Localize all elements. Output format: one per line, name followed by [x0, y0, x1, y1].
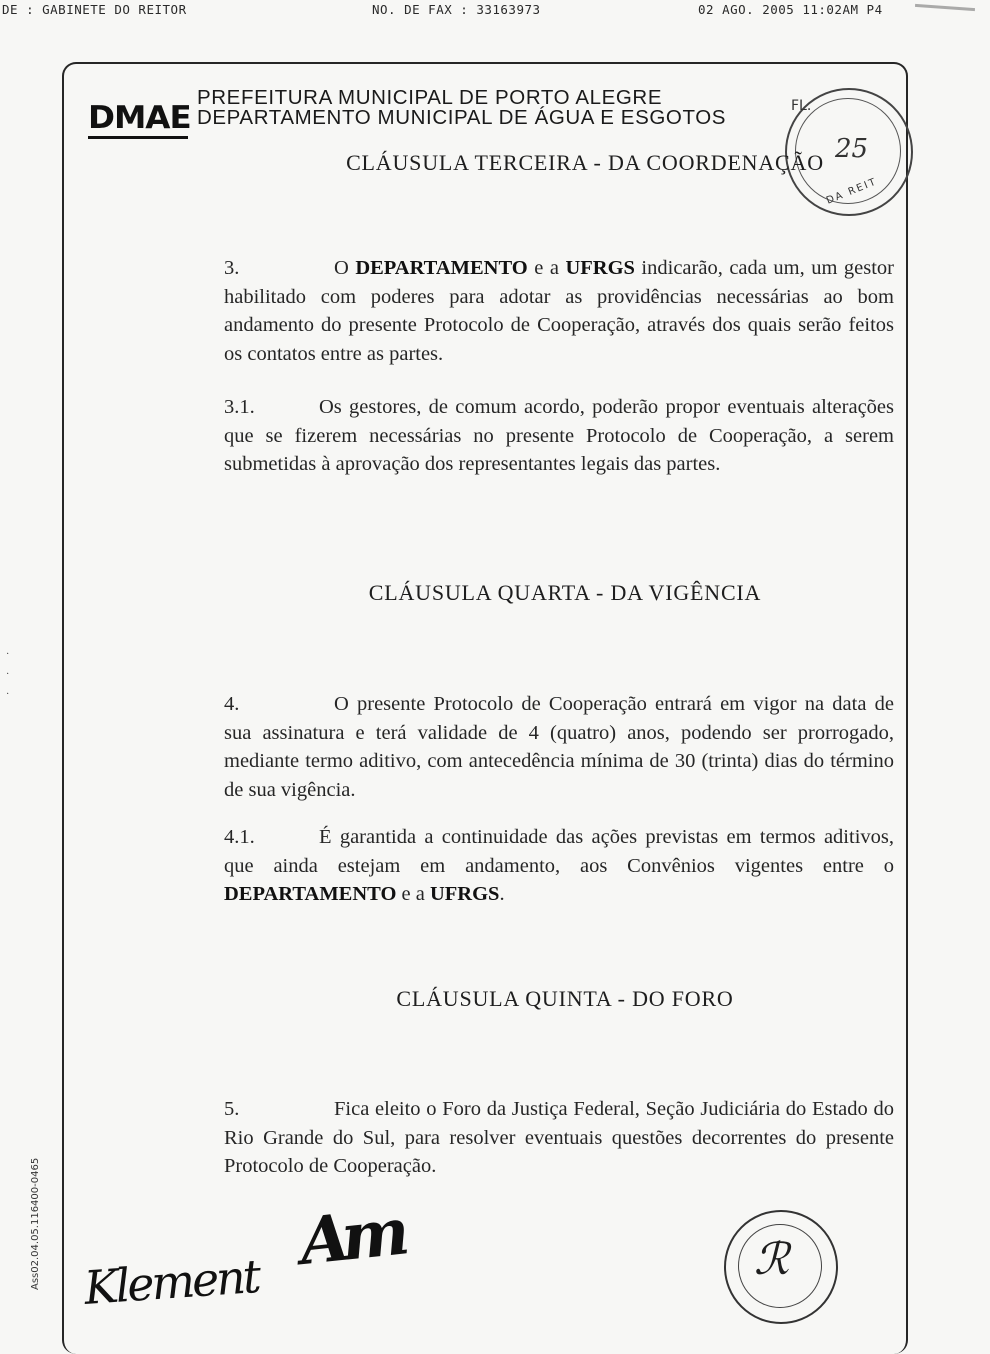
clause-5-heading: CLÁUSULA QUINTA - DO FORO [396, 986, 734, 1011]
seal-fl-label: FL. [791, 98, 812, 114]
paragraph-number: 5. [224, 1098, 240, 1120]
paragraph-number: 4. [224, 693, 240, 715]
paragraph-text: e a [527, 257, 566, 279]
paragraph-text: . [499, 883, 505, 905]
paragraph-text: O [334, 257, 356, 279]
letterhead-org [197, 88, 757, 128]
paragraph-3 [224, 254, 894, 368]
signature-middle: Am [296, 1194, 406, 1281]
fax-date-time: 02 AGO. 2005 11:02AM P4 [698, 2, 883, 17]
signature-left: Klement [82, 1248, 260, 1316]
paragraph-5 [224, 1095, 894, 1181]
clause-4-heading: CLÁUSULA QUARTA - DA VIGÊNCIA [368, 580, 762, 605]
fax-sender: DE : GABINETE DO REITOR [2, 2, 187, 17]
clause-3-heading: CLÁUSULA TERCEIRA - DA COORDENAÇÃO [346, 150, 824, 175]
paragraph-number: 3.1. [224, 396, 255, 418]
fax-header [0, 2, 990, 22]
margin-marks: · · · [6, 649, 10, 700]
paragraph-text: Os gestores, de comum acordo, poderão propor eventuais alterações que se fizerem necessárias no presente Protocolo de Cooperação, a serem submetidas à aprovação dos representantes legais das partes. [224, 396, 894, 475]
paragraph-text: É garantida a continuidade das ações previstas em termos aditivos, que ainda estejam em andamento, aos Convênios vigentes entre o [224, 826, 894, 877]
seal-arc-text: DA REIT [824, 176, 879, 207]
paragraph-text: O presente Protocolo de Cooperação entrará em vigor na data de sua assinatura e terá validade de 4 (quatro) anos, podendo ser prorrogado, mediante termo aditivo, com antecedência mínima de 30 (trinta) dias do término de sua vigência. [224, 693, 894, 801]
paragraph-3-1 [224, 393, 894, 479]
org-line-1: PREFEITURA MUNICIPAL DE PORTO ALEGRE [197, 86, 663, 109]
paragraph-number: 3. [224, 257, 240, 279]
paragraph-number: 4.1. [224, 826, 255, 848]
paragraph-4 [224, 690, 894, 804]
bold-term: DEPARTAMENTO [224, 883, 397, 905]
dmae-logo: DMAE [88, 100, 191, 136]
org-line-2: DEPARTAMENTO MUNICIPAL DE ÁGUA E ESGOTOS [197, 106, 727, 129]
stamp-initials-mark: ℛ [754, 1234, 790, 1285]
bold-term: DEPARTAMENTO [355, 257, 528, 279]
fax-number: NO. DE FAX : 33163973 [372, 2, 541, 17]
paragraph-text: indicarão, cada um, um gestor habilitado com poderes para adotar as providências necessárias ao bom andamento do presente Protocolo de Cooperação, através dos quais serão feitos os contatos entre as partes. [224, 257, 894, 365]
bold-term: UFRGS [565, 257, 635, 279]
seal-page-number: 25 [835, 134, 869, 164]
bold-term: UFRGS [429, 883, 500, 905]
paragraph-text: e a [396, 883, 430, 905]
paragraph-text: Fica eleito o Foro da Justiça Federal, Seção Judiciária do Estado do Rio Grande do Sul, para resolver eventuais questões decorrentes do presente Protocolo de Cooperação. [224, 1098, 894, 1177]
ufrgs-stamp [724, 1210, 838, 1324]
paragraph-4-1 [224, 823, 894, 909]
margin-side-note: Ass02.04.05.116400-0465 [30, 1157, 41, 1290]
logo-underline [88, 136, 188, 139]
